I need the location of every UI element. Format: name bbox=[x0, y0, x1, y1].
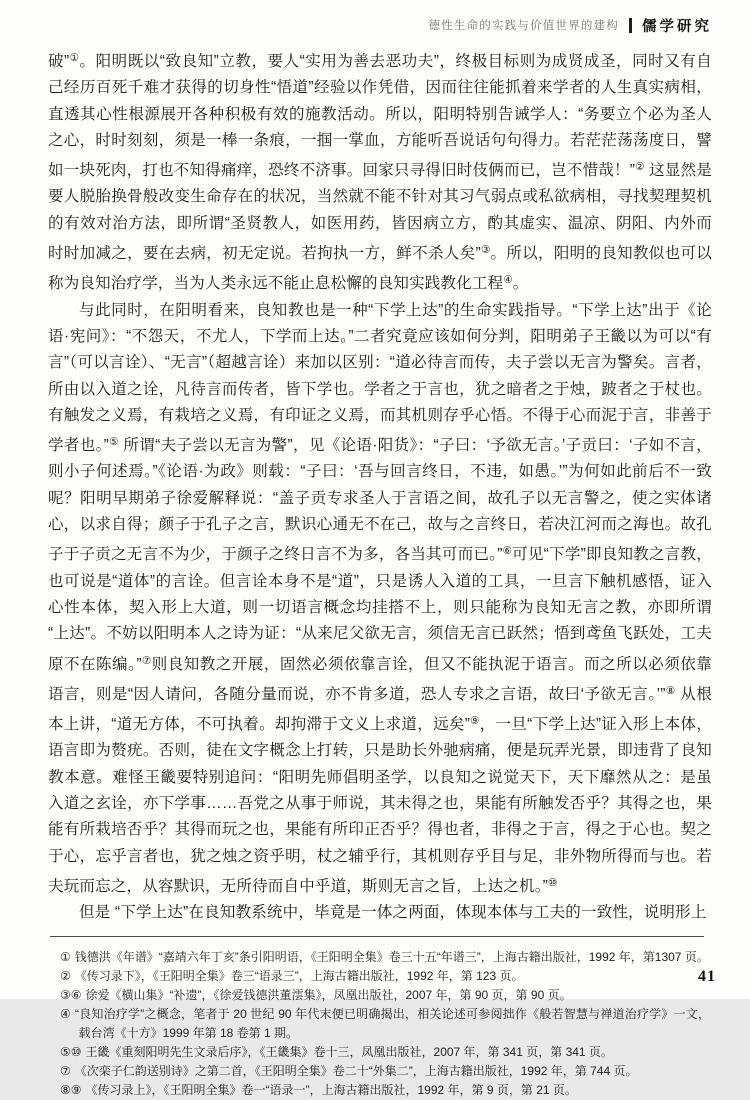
paragraph-text: 从根本上讲，“道无方体，不可执着。却拘滞于文义上求道，远矣” bbox=[48, 685, 712, 734]
footnote-item bbox=[60, 986, 710, 1005]
page-number: 41 bbox=[698, 968, 716, 985]
footnote-ref: ① bbox=[69, 52, 80, 64]
header-divider-bar bbox=[629, 18, 632, 33]
footnote-text: 《传习录下》，《王阳明全集》卷三“语录三”，上海古籍出版社，1992 年，第 123 页。 bbox=[74, 968, 524, 983]
footnote-text: 王畿《重刻阳明先生文录后序》，《王畿集》卷十三，凤凰出版社，2007 年，第 341 页，第 341 页。 bbox=[85, 1044, 613, 1059]
paragraph-text: 这显然是要人脱胎换骨般改变生命存在的状况，当然就不能不针对其习气弱点或私欲病相，寻找契理契机的有效对治方法，即所谓“圣贤教人，如医用药，皆因病立方，酌其虚实、温凉、阴阳、内外而时时加减之，要在去病，初无定说。若拘执一方，鲜不杀人矣” bbox=[48, 162, 712, 263]
footnote-ref: ⑩ bbox=[548, 876, 558, 889]
footnote-item bbox=[60, 967, 710, 986]
paragraph bbox=[48, 900, 712, 926]
footnote-ref: ④ bbox=[503, 274, 513, 287]
footnote-item bbox=[60, 1062, 710, 1081]
paragraph-text: 则良知教之开展，固然必须依靠言诠，但又不能执泥于语言。而之所以必须依靠语言，则是“因人请问，各随分量而说，亦不肯多道，恐人专求之言语，故曰‘予欲无言。’” bbox=[48, 655, 712, 703]
footnote-ref: ⑤ bbox=[109, 436, 119, 449]
footnote-marker: ① bbox=[60, 949, 71, 964]
paragraph-text: 但是 “下学上达”在良知教系统中，毕竟是一体之两面，体现本体与工夫的一致性，说明形上 bbox=[79, 904, 707, 922]
footnote-text: 《传习录上》，《王阳明全集》卷一“语录一”，上海古籍出版社，1992 年，第 9 页，第 21 页。 bbox=[85, 1082, 577, 1097]
footnote-separator bbox=[50, 936, 704, 937]
footnote-marker: ⑦ bbox=[60, 1063, 71, 1078]
journal-name: 儒学研究 bbox=[642, 18, 712, 35]
footnote-ref: ⑦ bbox=[141, 654, 152, 667]
footnote-text: 徐爱《横山集》“补遗”，《徐爱钱德洪董澐集》，凤凰出版社，2007 年，第 90 页，第 90 页。 bbox=[85, 987, 572, 1002]
paragraph-text: 所谓“夫子尝以无言为警”，见《论语·阳货》：“子曰：‘予欲无言。’子贡曰：‘子如不言，则小子何述焉。”《论语·为政》则载：“子曰：‘吾与回言终日，不违，如愚。’”为何如此前后不一致呢？阳明早期弟子徐爱解释说：“盖子贡专求圣人于言语之间，故孔子以无言警之，使之实体诸心，以求自得；颜子于孔子之言，默识心通无不在己，故与之言终日，若决江河而之海也。故孔子于子贡之无言不为少，于颜子之终日言不为多，各当其可而已。” bbox=[48, 437, 712, 564]
footnote-marker: ③⑥ bbox=[60, 987, 82, 1002]
footnote-ref: ⑥ bbox=[502, 545, 513, 558]
footnote-ref: ⑨ bbox=[470, 715, 480, 728]
footnotes-section bbox=[48, 948, 712, 1100]
footnote-item bbox=[60, 948, 710, 967]
footnote-item bbox=[60, 1005, 710, 1043]
page-header bbox=[48, 14, 712, 36]
paragraph-text: 可见“下学”即良知教之言教，也可说是“道体”的言诠。但言诠本身不是“道”，只是诱人入道的工具，一旦言下触机感悟，证入心性本体，契入形上大道，则一切语言概念均挂搭不上，则只能称为良知无言之教，亦即所谓“上达”。不妨以阳明本人之诗为证：“从来尼父欲无言，须信无言已跃然；悟到鸢鱼飞跃处，工夫原不在陈编。” bbox=[48, 546, 712, 673]
footnote-item bbox=[60, 1081, 710, 1100]
body-paragraphs bbox=[48, 45, 712, 927]
footnote-marker: ⑤⑩ bbox=[60, 1044, 82, 1059]
footnote-ref: ⑧ bbox=[665, 684, 676, 697]
footnote-ref: ③ bbox=[480, 244, 491, 257]
footnote-marker: ⑧⑨ bbox=[60, 1082, 82, 1097]
footnote-text: “良知治疗学”之概念，笔者于 20 世纪 90 年代末便已明确揭出，相关论述可参阅拙作《般若智慧与禅道治疗学》一文，载台湾《十方》1999 年第 18 卷第 1 期。 bbox=[74, 1006, 710, 1040]
paragraph-text: 破” bbox=[48, 53, 70, 70]
running-title: 德性生命的实践与价值世界的建构 bbox=[428, 20, 619, 32]
paragraph-text: 。阳明既以“致良知”立教，要人“实用为善去恶功夫”，终极目标则为成贤成圣，同时又有自己经历百死千难才获得的切身性“悟道”经验以作凭借，因而往往能抓着来学者的人生真实病相，直透其心性根源展开各种积极有效的施教活动。所以，阳明特别告诫学人：“务要立个必为圣人之心，时时刻刻，须是一棒一条痕，一掴一掌血，方能听吾说话句句得力。若茫茫荡荡度日，譬如一块死肉，打也不知得痛痒，恐终不济事。回家只寻得旧时伎俩而已，岂不惜哉！” bbox=[48, 53, 712, 180]
footnote-marker: ④ bbox=[60, 1006, 71, 1021]
footnote-item bbox=[60, 1043, 710, 1062]
paragraph-text: ，一旦“下学上达”证入形上本体，语言即为赘疣。否则，徒在文字概念上打转，只是助长外驰病痛，便是玩弄光景，即违背了良知教本意。难怪王畿要特别追问：“阳明先师倡明圣学，以良知之说觉天下，天下靡然从之：是虽入道之玄诠，亦下学事……吾党之从事于师说，其未得之也，果能有所触发否乎？其得之也，果能有所栽培否乎？其得而玩之也，果能有所印正否乎？得也者，非得之于言，得之于心也。契之于心，忘乎言者也，犹之烛之资乎明，杖之辅乎行，其机则存乎目与足，非外物所得而与也。若夫玩而忘之，从容默识，无所待而自中乎道，斯则无言之旨，上达之机。” bbox=[48, 716, 712, 895]
footnote-marker: ② bbox=[60, 968, 71, 983]
footnote-ref: ② bbox=[635, 161, 645, 174]
paragraph-text: 。所以，阳明的良知教似也可以称为良知治疗学，当为人类永远不能止息松懈的良知实践教化工程 bbox=[48, 245, 713, 293]
footnote-text: 钱德洪《年谱》“嘉靖六年丁亥”条引阳明语，《王阳明全集》卷三十五“年谱三”，上海古籍出版社，1992 年，第1307 页。 bbox=[74, 949, 709, 964]
paragraph-text: 。 bbox=[512, 275, 529, 293]
paragraph bbox=[48, 298, 712, 901]
paragraph bbox=[48, 45, 712, 298]
footnote-text: 《次栾子仁韵送别诗》之第二首，《王阳明全集》卷二十“外集二”，上海古籍出版社，1992 年，第 744 页。 bbox=[74, 1063, 638, 1078]
paragraph-text: 与此同时，在阳明看来，良知教也是一种“下学上达”的生命实践指导。“下学上达”出于《论语·宪问》：“不怨天，不尤人，下学而上达。”二者究竟应该如何分判，阳明弟子王畿以为可以“有言”（可以言诠）、“无言”（超越言诠）来加以区别：“道必待言而传，夫子尝以无言为警矣。言者，所由以入道之诠，凡待言而传者，皆下学也。学者之于言也，犹之暗者之于烛，跛者之于杖也。有触发之义焉，有栽培之义焉，有印证之义焉，而其机则存乎心悟。不得于心而泥于言，非善于学者也。” bbox=[48, 301, 712, 455]
